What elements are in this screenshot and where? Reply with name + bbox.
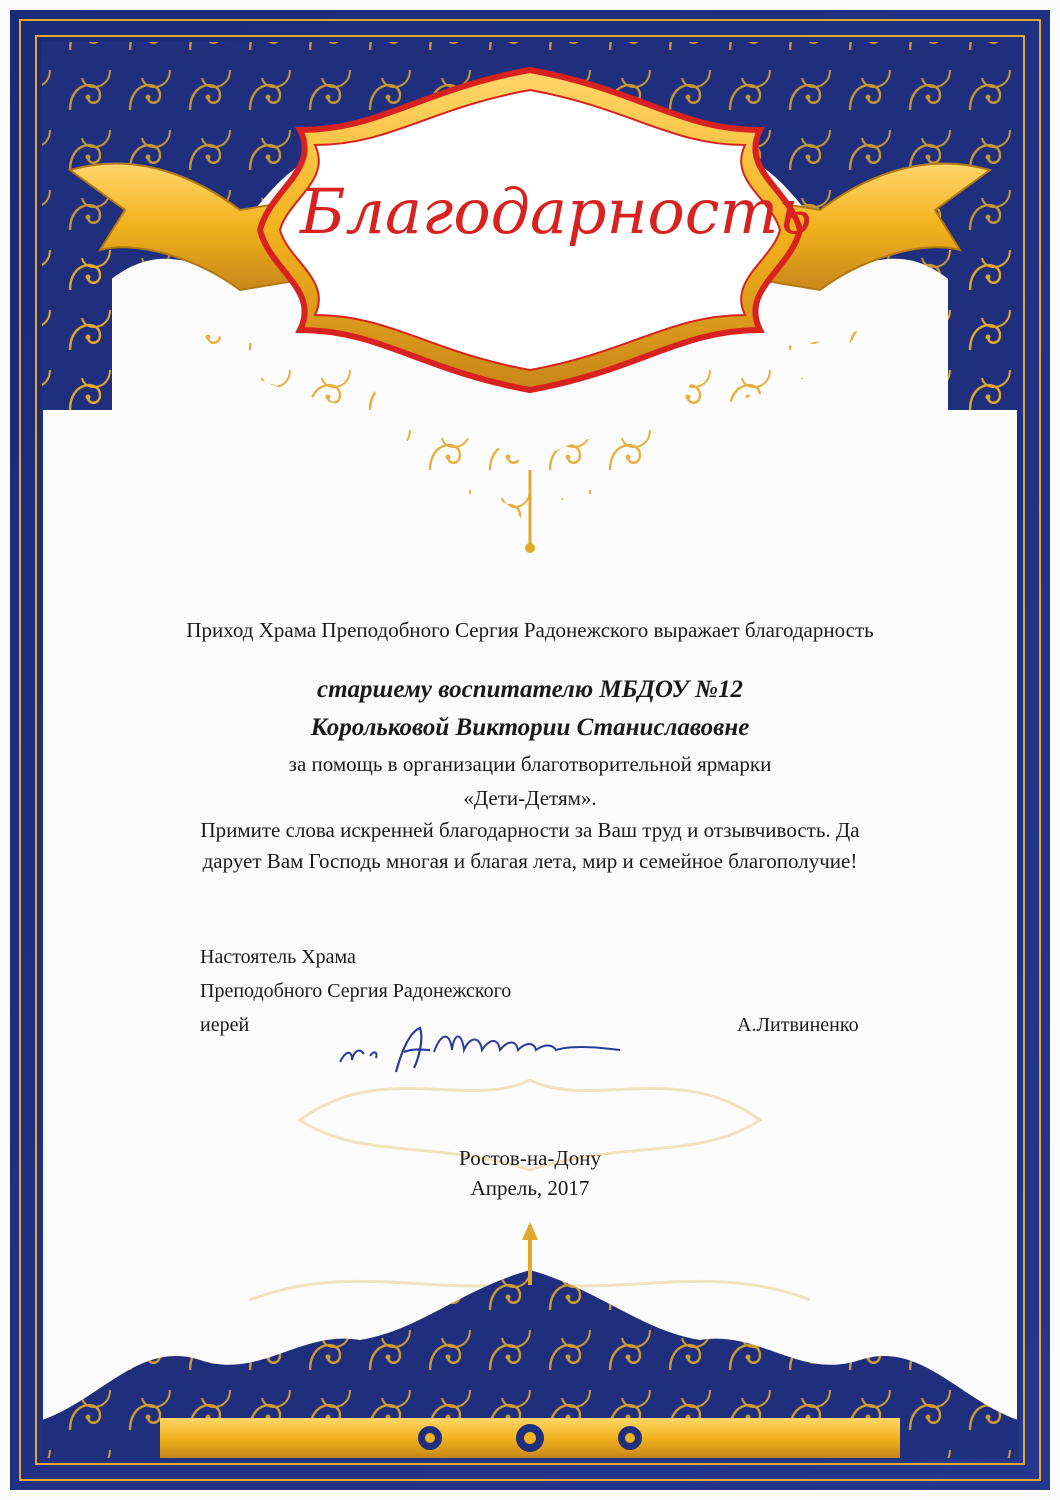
handwritten-signature [330,1020,640,1080]
recipient-name: Корольковой Виктории Станиславовне [310,714,750,741]
certificate-title-text: Благодарность [300,175,813,248]
certificate-title [300,175,813,248]
intro-text: Приход Храма Преподобного Сергия Радонежского выражает благодарность [186,618,874,642]
wish-text-line-2: дарует Вам Господь многая и благая лета, мир и семейное благополучие! [202,849,858,873]
wish-text-line-1: Примите слова искренней благодарности за Ваш труд и отзывчивость. Да [200,818,860,842]
recipient-position: старшему воспитателю МБДОУ №12 [316,676,744,703]
signer-name: А.Литвиненко [737,1014,859,1036]
event-name: «Дети-Детям». [463,786,597,810]
location: Ростов-на-Дону [459,1146,601,1170]
signer-title-line-2: Преподобного Сергия Радонежского [200,980,512,1002]
date: Апрель, 2017 [470,1176,590,1200]
signer-title-line-1: Настоятель Храма [200,946,356,968]
signer-rank: иерей [200,1014,250,1036]
reason-text: за помощь в организации благотворительной ярмарки [288,752,772,776]
